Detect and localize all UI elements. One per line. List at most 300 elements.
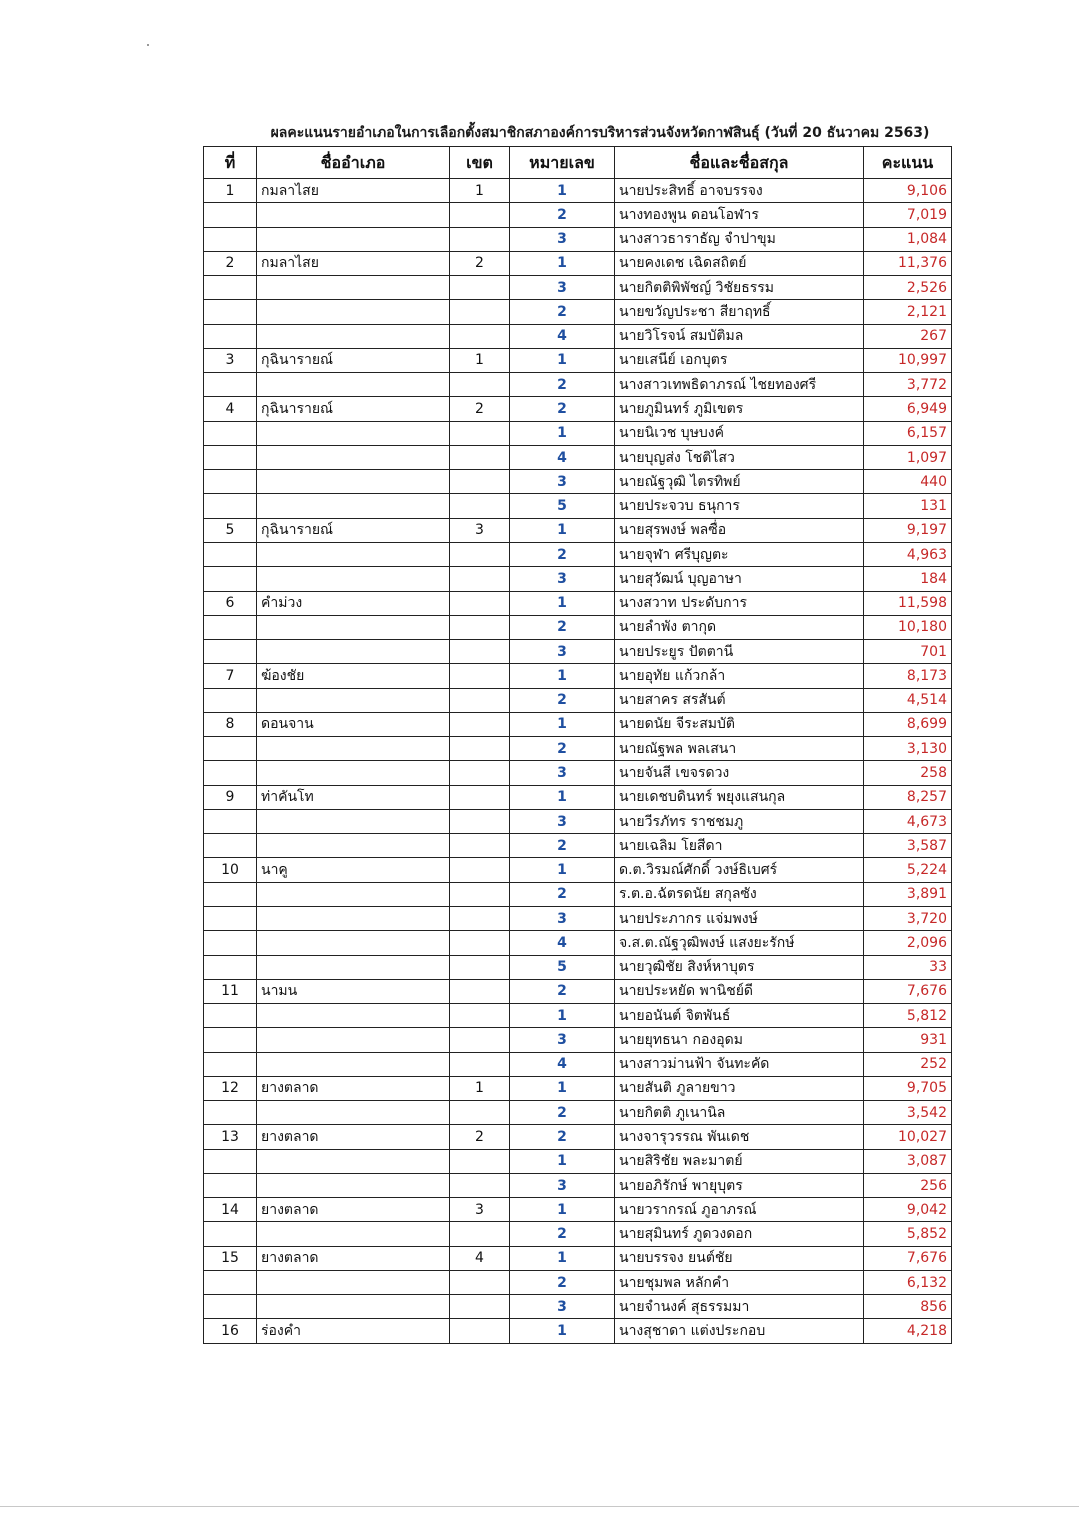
row-candidate-name: นายลำพัง ตากุด: [615, 615, 864, 639]
row-district: [257, 227, 450, 251]
row-candidate-name: นายวุฒิชัย สิงห์หาบุตร: [615, 955, 864, 979]
table-row: [204, 591, 952, 615]
row-district: [257, 1028, 450, 1052]
row-candidate-name: จ.ส.ต.ณัฐวุฒิพงษ์ แสงยะรักษ์: [615, 931, 864, 955]
row-no: [204, 955, 257, 979]
row-no: [204, 1173, 257, 1197]
row-no: [204, 615, 257, 639]
table-row: [204, 373, 952, 397]
row-district: นามน: [257, 979, 450, 1003]
row-score: 9,106: [864, 179, 952, 203]
row-score: 3,130: [864, 737, 952, 761]
row-candidate-number: 1: [510, 251, 615, 275]
row-zone: [450, 300, 510, 324]
row-score: 3,772: [864, 373, 952, 397]
row-candidate-number: 3: [510, 906, 615, 930]
row-no: [204, 1149, 257, 1173]
row-no: [204, 931, 257, 955]
row-district: [257, 955, 450, 979]
row-no: [204, 1295, 257, 1319]
row-score: 6,949: [864, 397, 952, 421]
row-candidate-name: นายวิโรจน์ สมบัติมล: [615, 324, 864, 348]
table-row: [204, 397, 952, 421]
row-zone: [450, 931, 510, 955]
row-candidate-name: นายประภากร แจ่มพงษ์: [615, 906, 864, 930]
header-zone: เขต: [450, 147, 510, 179]
row-score: 33: [864, 955, 952, 979]
row-candidate-number: 2: [510, 1125, 615, 1149]
row-score: 7,676: [864, 1246, 952, 1270]
row-district: ดอนจาน: [257, 712, 450, 736]
table-row: [204, 1295, 952, 1319]
row-zone: [450, 1173, 510, 1197]
table-row: [204, 882, 952, 906]
row-zone: [450, 834, 510, 858]
row-candidate-number: 3: [510, 761, 615, 785]
table-row: [204, 494, 952, 518]
row-candidate-name: นางสวาท ประดับการ: [615, 591, 864, 615]
row-no: [204, 1052, 257, 1076]
table-row: [204, 640, 952, 664]
row-score: 2,096: [864, 931, 952, 955]
row-candidate-number: 1: [510, 1004, 615, 1028]
table-row: [204, 1076, 952, 1100]
row-zone: [450, 809, 510, 833]
row-zone: [450, 737, 510, 761]
row-candidate-number: 4: [510, 931, 615, 955]
table-row: [204, 542, 952, 566]
table-row: [204, 785, 952, 809]
row-no: [204, 1101, 257, 1125]
row-zone: [450, 227, 510, 251]
row-candidate-name: นายสุมินทร์ ภูดวงดอก: [615, 1222, 864, 1246]
row-candidate-name: นายจุฬา ศรีบุญตะ: [615, 542, 864, 566]
row-no: 11: [204, 979, 257, 1003]
row-zone: [450, 373, 510, 397]
row-district: [257, 615, 450, 639]
row-no: 7: [204, 664, 257, 688]
table-row: [204, 979, 952, 1003]
row-candidate-name: นายสุวัฒน์ บุญอาษา: [615, 567, 864, 591]
row-no: [204, 809, 257, 833]
row-candidate-number: 2: [510, 542, 615, 566]
row-no: 2: [204, 251, 257, 275]
row-no: [204, 421, 257, 445]
table-row: [204, 858, 952, 882]
row-zone: 4: [450, 1246, 510, 1270]
row-district: [257, 494, 450, 518]
row-candidate-name: นายประจวบ ธนุการ: [615, 494, 864, 518]
row-district: [257, 906, 450, 930]
row-district: ยางตลาด: [257, 1076, 450, 1100]
row-score: 4,673: [864, 809, 952, 833]
row-score: 10,997: [864, 348, 952, 372]
table-row: [204, 1173, 952, 1197]
row-candidate-name: นายประสิทธิ์ อาจบรรจง: [615, 179, 864, 203]
table-row: [204, 276, 952, 300]
row-no: 12: [204, 1076, 257, 1100]
row-candidate-name: นายยุทธนา กองอุดม: [615, 1028, 864, 1052]
page-edge-line: [0, 1506, 1079, 1507]
row-zone: [450, 1052, 510, 1076]
row-candidate-number: 2: [510, 1270, 615, 1294]
table-row: [204, 809, 952, 833]
row-candidate-number: 2: [510, 615, 615, 639]
row-candidate-number: 2: [510, 1222, 615, 1246]
table-row: [204, 179, 952, 203]
row-zone: [450, 882, 510, 906]
row-district: [257, 882, 450, 906]
row-candidate-name: นายประยูร ปัตตานี: [615, 640, 864, 664]
row-district: [257, 1222, 450, 1246]
row-district: [257, 470, 450, 494]
row-district: [257, 567, 450, 591]
row-candidate-number: 2: [510, 203, 615, 227]
row-candidate-number: 2: [510, 373, 615, 397]
row-no: [204, 1028, 257, 1052]
row-score: 5,852: [864, 1222, 952, 1246]
table-row: [204, 615, 952, 639]
row-candidate-number: 3: [510, 640, 615, 664]
row-no: [204, 737, 257, 761]
row-candidate-number: 3: [510, 809, 615, 833]
row-candidate-number: 3: [510, 1173, 615, 1197]
row-zone: [450, 542, 510, 566]
row-score: 3,891: [864, 882, 952, 906]
row-score: 6,157: [864, 421, 952, 445]
row-score: 701: [864, 640, 952, 664]
row-candidate-number: 4: [510, 445, 615, 469]
row-candidate-name: นายสาคร สรสันต์: [615, 688, 864, 712]
row-candidate-name: นางสาวธาราธัญ จำปาขุม: [615, 227, 864, 251]
row-candidate-name: นายสันติ ภูลายขาว: [615, 1076, 864, 1100]
row-candidate-number: 2: [510, 882, 615, 906]
row-zone: [450, 688, 510, 712]
row-candidate-number: 1: [510, 1149, 615, 1173]
row-candidate-number: 3: [510, 276, 615, 300]
table-row: [204, 1125, 952, 1149]
row-no: [204, 445, 257, 469]
table-row: [204, 1149, 952, 1173]
row-district: ฆ้องชัย: [257, 664, 450, 688]
row-candidate-name: นายเสนีย์ เอกบุตร: [615, 348, 864, 372]
table-row: [204, 931, 952, 955]
row-district: [257, 640, 450, 664]
row-no: [204, 761, 257, 785]
row-score: 440: [864, 470, 952, 494]
row-zone: [450, 1222, 510, 1246]
row-zone: [450, 858, 510, 882]
row-district: [257, 1295, 450, 1319]
row-candidate-number: 3: [510, 1295, 615, 1319]
row-candidate-name: นายณัฐพล พลเสนา: [615, 737, 864, 761]
table-row: [204, 421, 952, 445]
row-district: กุฉินารายณ์: [257, 397, 450, 421]
row-no: 4: [204, 397, 257, 421]
row-candidate-name: นายนิเวช บุษบงค์: [615, 421, 864, 445]
row-no: [204, 1222, 257, 1246]
table-row: [204, 712, 952, 736]
row-district: ยางตลาด: [257, 1125, 450, 1149]
row-zone: [450, 276, 510, 300]
row-district: คำม่วง: [257, 591, 450, 615]
table-row: [204, 470, 952, 494]
table-row: [204, 834, 952, 858]
row-candidate-name: นายชุมพล หลักคำ: [615, 1270, 864, 1294]
row-candidate-number: 1: [510, 1198, 615, 1222]
row-candidate-name: นายเฉลิม โยสีดา: [615, 834, 864, 858]
row-district: [257, 324, 450, 348]
row-no: 8: [204, 712, 257, 736]
row-zone: 3: [450, 518, 510, 542]
row-candidate-name: นายวรากรณ์ ภูอาภรณ์: [615, 1198, 864, 1222]
row-candidate-name: นายจันสี เขจรดวง: [615, 761, 864, 785]
table-row: [204, 1222, 952, 1246]
row-score: 856: [864, 1295, 952, 1319]
row-score: 256: [864, 1173, 952, 1197]
row-zone: 2: [450, 1125, 510, 1149]
table-row: [204, 664, 952, 688]
table-row: [204, 737, 952, 761]
row-candidate-number: 1: [510, 518, 615, 542]
row-zone: [450, 1149, 510, 1173]
row-district: [257, 1149, 450, 1173]
row-zone: [450, 324, 510, 348]
row-score: 4,218: [864, 1319, 952, 1343]
row-no: 13: [204, 1125, 257, 1149]
row-candidate-number: 1: [510, 858, 615, 882]
row-candidate-number: 2: [510, 1101, 615, 1125]
row-score: 267: [864, 324, 952, 348]
row-score: 7,676: [864, 979, 952, 1003]
row-district: [257, 1101, 450, 1125]
row-candidate-number: 1: [510, 179, 615, 203]
row-score: 8,699: [864, 712, 952, 736]
row-no: [204, 1270, 257, 1294]
row-candidate-name: นางสาวม่านฟ้า จันทะคัด: [615, 1052, 864, 1076]
table-row: [204, 1246, 952, 1270]
row-score: 9,042: [864, 1198, 952, 1222]
row-candidate-name: นายขวัญประชา สียาฤทธิ์: [615, 300, 864, 324]
row-candidate-name: นางทองพูน ดอนโอฬาร: [615, 203, 864, 227]
table-row: [204, 1028, 952, 1052]
row-zone: [450, 591, 510, 615]
row-candidate-name: นายสิริชัย พละมาตย์: [615, 1149, 864, 1173]
row-zone: 2: [450, 397, 510, 421]
row-score: 4,963: [864, 542, 952, 566]
row-candidate-number: 2: [510, 834, 615, 858]
row-no: [204, 470, 257, 494]
row-candidate-name: นายบุญส่ง โชติไสว: [615, 445, 864, 469]
row-candidate-number: 2: [510, 979, 615, 1003]
row-zone: [450, 979, 510, 1003]
row-district: กมลาไสย: [257, 251, 450, 275]
table-row: [204, 445, 952, 469]
row-district: [257, 373, 450, 397]
table-row: [204, 906, 952, 930]
row-no: 5: [204, 518, 257, 542]
row-district: ท่าคันโท: [257, 785, 450, 809]
row-no: [204, 494, 257, 518]
row-candidate-number: 4: [510, 324, 615, 348]
row-score: 184: [864, 567, 952, 591]
row-district: กุฉินารายณ์: [257, 518, 450, 542]
table-row: [204, 227, 952, 251]
row-score: 2,526: [864, 276, 952, 300]
row-candidate-number: 1: [510, 664, 615, 688]
row-candidate-name: นายคงเดช เฉิดสถิตย์: [615, 251, 864, 275]
row-score: 11,598: [864, 591, 952, 615]
row-no: 9: [204, 785, 257, 809]
row-district: ร่องคำ: [257, 1319, 450, 1343]
row-candidate-number: 3: [510, 227, 615, 251]
row-district: [257, 542, 450, 566]
row-no: [204, 906, 257, 930]
row-candidate-name: นายณัฐวุฒิ ไตรทิพย์: [615, 470, 864, 494]
row-score: 10,027: [864, 1125, 952, 1149]
row-candidate-number: 1: [510, 712, 615, 736]
row-no: 10: [204, 858, 257, 882]
row-zone: [450, 567, 510, 591]
row-zone: 2: [450, 251, 510, 275]
row-zone: [450, 1101, 510, 1125]
row-candidate-number: 1: [510, 348, 615, 372]
row-candidate-number: 5: [510, 955, 615, 979]
row-zone: [450, 906, 510, 930]
row-candidate-number: 1: [510, 591, 615, 615]
row-zone: [450, 1319, 510, 1343]
row-no: [204, 1004, 257, 1028]
row-candidate-name: นายกิตติ ภูเนานิล: [615, 1101, 864, 1125]
row-candidate-name: นายจำนงค์ สุธรรมมา: [615, 1295, 864, 1319]
row-no: [204, 882, 257, 906]
row-district: [257, 1004, 450, 1028]
row-no: 6: [204, 591, 257, 615]
row-candidate-name: นายภูมินทร์ ภูมิเขตร: [615, 397, 864, 421]
row-candidate-number: 2: [510, 397, 615, 421]
row-zone: [450, 421, 510, 445]
row-score: 1,084: [864, 227, 952, 251]
row-district: [257, 276, 450, 300]
row-candidate-name: นายอุทัย แก้วกล้า: [615, 664, 864, 688]
row-zone: [450, 955, 510, 979]
row-candidate-name: นายวีรภัทร ราชชมภู: [615, 809, 864, 833]
table-row: [204, 1270, 952, 1294]
header-number: หมายเลข: [510, 147, 615, 179]
row-zone: [450, 1004, 510, 1028]
row-candidate-name: นายบรรจง ยนต์ชัย: [615, 1246, 864, 1270]
row-district: [257, 421, 450, 445]
row-district: [257, 445, 450, 469]
row-zone: [450, 494, 510, 518]
row-candidate-number: 4: [510, 1052, 615, 1076]
table-row: [204, 1052, 952, 1076]
row-zone: 3: [450, 1198, 510, 1222]
table-row: [204, 518, 952, 542]
row-candidate-name: นายกิตติพิพัชญ์ วิชัยธรรม: [615, 276, 864, 300]
row-no: [204, 203, 257, 227]
row-candidate-name: นางจารุวรรณ พันเดช: [615, 1125, 864, 1149]
row-candidate-name: นายประหยัด พานิชย์ดี: [615, 979, 864, 1003]
row-candidate-number: 2: [510, 688, 615, 712]
row-no: 14: [204, 1198, 257, 1222]
table-row: [204, 567, 952, 591]
row-no: [204, 567, 257, 591]
row-score: 11,376: [864, 251, 952, 275]
row-candidate-number: 1: [510, 1319, 615, 1343]
table-row: [204, 324, 952, 348]
row-district: [257, 809, 450, 833]
row-no: [204, 227, 257, 251]
row-no: [204, 688, 257, 712]
row-zone: [450, 1270, 510, 1294]
row-score: 3,542: [864, 1101, 952, 1125]
table-row: [204, 955, 952, 979]
row-candidate-number: 2: [510, 737, 615, 761]
row-zone: [450, 761, 510, 785]
row-district: [257, 203, 450, 227]
row-district: [257, 1052, 450, 1076]
row-district: [257, 1173, 450, 1197]
row-candidate-name: ด.ต.วิรมณ์ศักดิ์ วงษ์ธิเบศร์: [615, 858, 864, 882]
table-row: [204, 203, 952, 227]
row-district: [257, 688, 450, 712]
page-title: ผลคะแนนรายอำเภอในการเลือกตั้งสมาชิกสภาองค์การบริหารส่วนจังหวัดกาฬสินธุ์ (วันที่ 20 ธันวาคม 2563): [270, 125, 930, 141]
row-zone: [450, 664, 510, 688]
row-district: [257, 300, 450, 324]
row-zone: 1: [450, 179, 510, 203]
row-score: 10,180: [864, 615, 952, 639]
table-row: [204, 348, 952, 372]
table-row: [204, 251, 952, 275]
row-score: 258: [864, 761, 952, 785]
row-candidate-number: 1: [510, 1246, 615, 1270]
row-candidate-name: นางสุชาดา แต่งประกอบ: [615, 1319, 864, 1343]
row-zone: [450, 1028, 510, 1052]
row-candidate-name: นายอนันต์ จิตพันธ์: [615, 1004, 864, 1028]
row-score: 131: [864, 494, 952, 518]
table-row: [204, 1319, 952, 1343]
table-row: [204, 1198, 952, 1222]
row-no: 3: [204, 348, 257, 372]
header-score: คะแนน: [864, 147, 952, 179]
row-score: 8,257: [864, 785, 952, 809]
row-candidate-number: 3: [510, 470, 615, 494]
header-name: ชื่อและชื่อสกุล: [615, 147, 864, 179]
row-score: 9,705: [864, 1076, 952, 1100]
row-zone: 1: [450, 1076, 510, 1100]
row-no: [204, 542, 257, 566]
row-candidate-number: 3: [510, 1028, 615, 1052]
row-score: 3,087: [864, 1149, 952, 1173]
row-zone: [450, 203, 510, 227]
row-district: [257, 1270, 450, 1294]
row-zone: [450, 712, 510, 736]
row-zone: [450, 785, 510, 809]
row-candidate-name: นายอภิรักษ์ พายุบุตร: [615, 1173, 864, 1197]
table-header-row: [204, 147, 952, 179]
row-score: 931: [864, 1028, 952, 1052]
row-district: [257, 834, 450, 858]
row-candidate-number: 5: [510, 494, 615, 518]
row-zone: [450, 640, 510, 664]
row-candidate-number: 2: [510, 300, 615, 324]
row-no: [204, 834, 257, 858]
table-row: [204, 1101, 952, 1125]
row-candidate-name: นางสาวเทพธิดาภรณ์ ไชยทองศรี: [615, 373, 864, 397]
row-score: 3,587: [864, 834, 952, 858]
table-row: [204, 761, 952, 785]
